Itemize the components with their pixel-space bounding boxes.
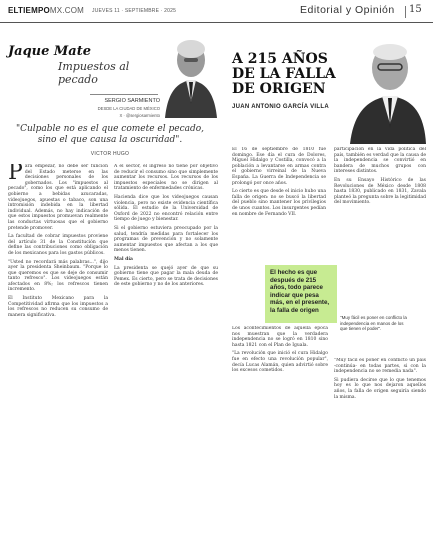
quote-author: VICTOR HUGO	[90, 151, 130, 157]
right-author-name: JUAN ANTONIO GARCÍA VILLA	[232, 104, 329, 110]
right-author-photo	[348, 32, 428, 144]
author-role: DESDE LA CIUDAD DE MÉXICO	[97, 106, 160, 111]
dateline: JUEVES 11 · SEPTIEMBRE · 2025	[92, 8, 177, 14]
author-rule	[90, 94, 158, 95]
right-article-col2-bottom	[334, 358, 426, 550]
dropcap: P	[8, 164, 23, 185]
paragraph: Si pudiera decirse que lo que tenemos hoy es lo que nos dejaron aquellos años, la falla de origen seguiría siendo la misma.	[334, 377, 426, 400]
right-article-title: A 215 AÑOS DE LA FALLA DE ORIGEN	[232, 51, 336, 97]
paragraph: participación en la vida política del país, también es verdad que la causa de la independencia se convirtió en bandera de muchos grupos con intereses distintos.	[334, 147, 426, 175]
right-article-col1-top	[232, 147, 326, 264]
paragraph: "La revolución que inició el cura Hidalgo fue en efecto una revolución popular", decía Lucas Alamán, quien advirtió sobre los excesos cometidos.	[232, 351, 328, 374]
left-article-col1	[8, 164, 108, 550]
paragraph: La presidenta se quejó ayer de que su gobierno tiene que pagar la mala deuda de Pemex. Es cierto, pero se trata de decisiones de este gobierno y no de los anteriores.	[114, 265, 218, 288]
header-rule	[0, 22, 433, 23]
column-name: Jaque Mate	[8, 44, 92, 59]
page-number: 15	[409, 4, 422, 15]
paragraph: Si el gobierno estuviera preocupado por la salud, tendría medidas para fortalecer los programas de prevención y no solamente aumentar impuestos que afectan a los que menos tienen.	[114, 225, 218, 254]
author-name: SERGIO SARMIENTO	[104, 98, 160, 104]
brand-name: ELTIEMPO	[8, 6, 50, 15]
subheading: Mal día	[114, 256, 133, 262]
masthead-brand[interactable]	[8, 6, 84, 15]
right-article-col1-bottom	[232, 326, 328, 550]
paragraph: "Usted no recordará más palabras...", dijo ayer la presidenta Sheinbaum. "Porque lo que queremos es que se deje de consumir tanto refresco". Los videojuegos están afectados en 8%; los refrescos tienen incremento.	[8, 259, 108, 293]
paragraph: Hacienda dice que los videojuegos causan violencia, pero no existe evidencia científica sólida. El estudio de la Universidad de Oxford de 2022 no encontró relación entre tiempo de juego y bienestar.	[114, 194, 218, 223]
left-article-col2	[114, 164, 218, 550]
author-photo	[162, 30, 220, 118]
section-title: Editorial y Opinión	[300, 4, 395, 16]
paragraph: El 16 de septiembre de 1810 fue domingo. Ese día el cura de Dolores, Miguel Hidalgo y Costilla, convocó a la población a levantarse en armas contra el gobierno virreinal de la Nueva España. La Guerra de Independencia se prolongó por once años.	[232, 147, 326, 186]
highlight-box: El hecho es que después de 215 años, todo parece indicar que pesa más, en el presente, la falla de origen	[265, 265, 337, 323]
paragraph: "Muy fácil es poner en conflicto un país -continúa- en todas partes, si con la independencia no se remedia nada".	[334, 358, 426, 375]
paragraph: A el sector, el ingreso no tiene por objetivo de reducir el consumo sino que simplemente aumentar los recursos. Los recursos de los impuestos especiales no se dirigen al tratamiento de enfermedades crónicas.	[114, 164, 218, 192]
paragraph: La facultad de cobrar impuestos proviene del artículo 31 de la Constitución que define las contribuciones como obligación de los mexicanos para los gastos públicos.	[8, 234, 108, 256]
divider	[405, 6, 406, 18]
highlight-tail: "Muy fácil es poner en conflicto la independencia en manos de los que tienen el poder".	[340, 315, 407, 332]
brand-suffix: MX.COM	[49, 6, 84, 15]
page-header	[0, 0, 433, 26]
right-article-col2-top	[334, 147, 426, 309]
author-block	[70, 98, 160, 119]
article-title: Impuestos al pecado	[58, 60, 130, 86]
paragraph: Los acontecimientos de aquella época nos muestran que la verdadera independencia no se logró en 1810 sino hasta 1821 con el Plan de Iguala.	[232, 326, 328, 348]
paragraph: Lo cierto es que desde el inicio hubo una falla de origen: no se buscó la libertad del pueblo sino mantener los privilegios de unos cuantos. Los insurgentes pedían en nombre de Fernando VII.	[232, 189, 326, 217]
author-twitter[interactable]: X · @sergiosarmiento	[119, 113, 160, 118]
paragraph: ara empezar, no debe ser función del Estado meterse en las decisiones personales de los gobernados. Los "impuestos al pecado", como los que está aplicando el gobierno a bebidas azucaradas, videojuegos, apuestas o tabaco, son una intromisión indebida en la libertad individual. Además, no hay indicación de que estos impuestos promuevan realmente las conductas virtuosas que el gobierno pretende promover.	[8, 164, 108, 231]
pull-quote: "Culpable no es el que comete el pecado, sino el que causa la oscuridad".	[15, 124, 205, 145]
paragraph: En su Ensayo Histórico de las Revoluciones de México desde 1808 hasta 1830, publicado en 1831, Zavala planteó la pregunta sobre la legitimidad del movimiento.	[334, 177, 426, 206]
paragraph: El Instituto Mexicano para la Competitividad afirma que los impuestos a los refrescos no reducen su consumo de manera significativa.	[8, 296, 108, 318]
